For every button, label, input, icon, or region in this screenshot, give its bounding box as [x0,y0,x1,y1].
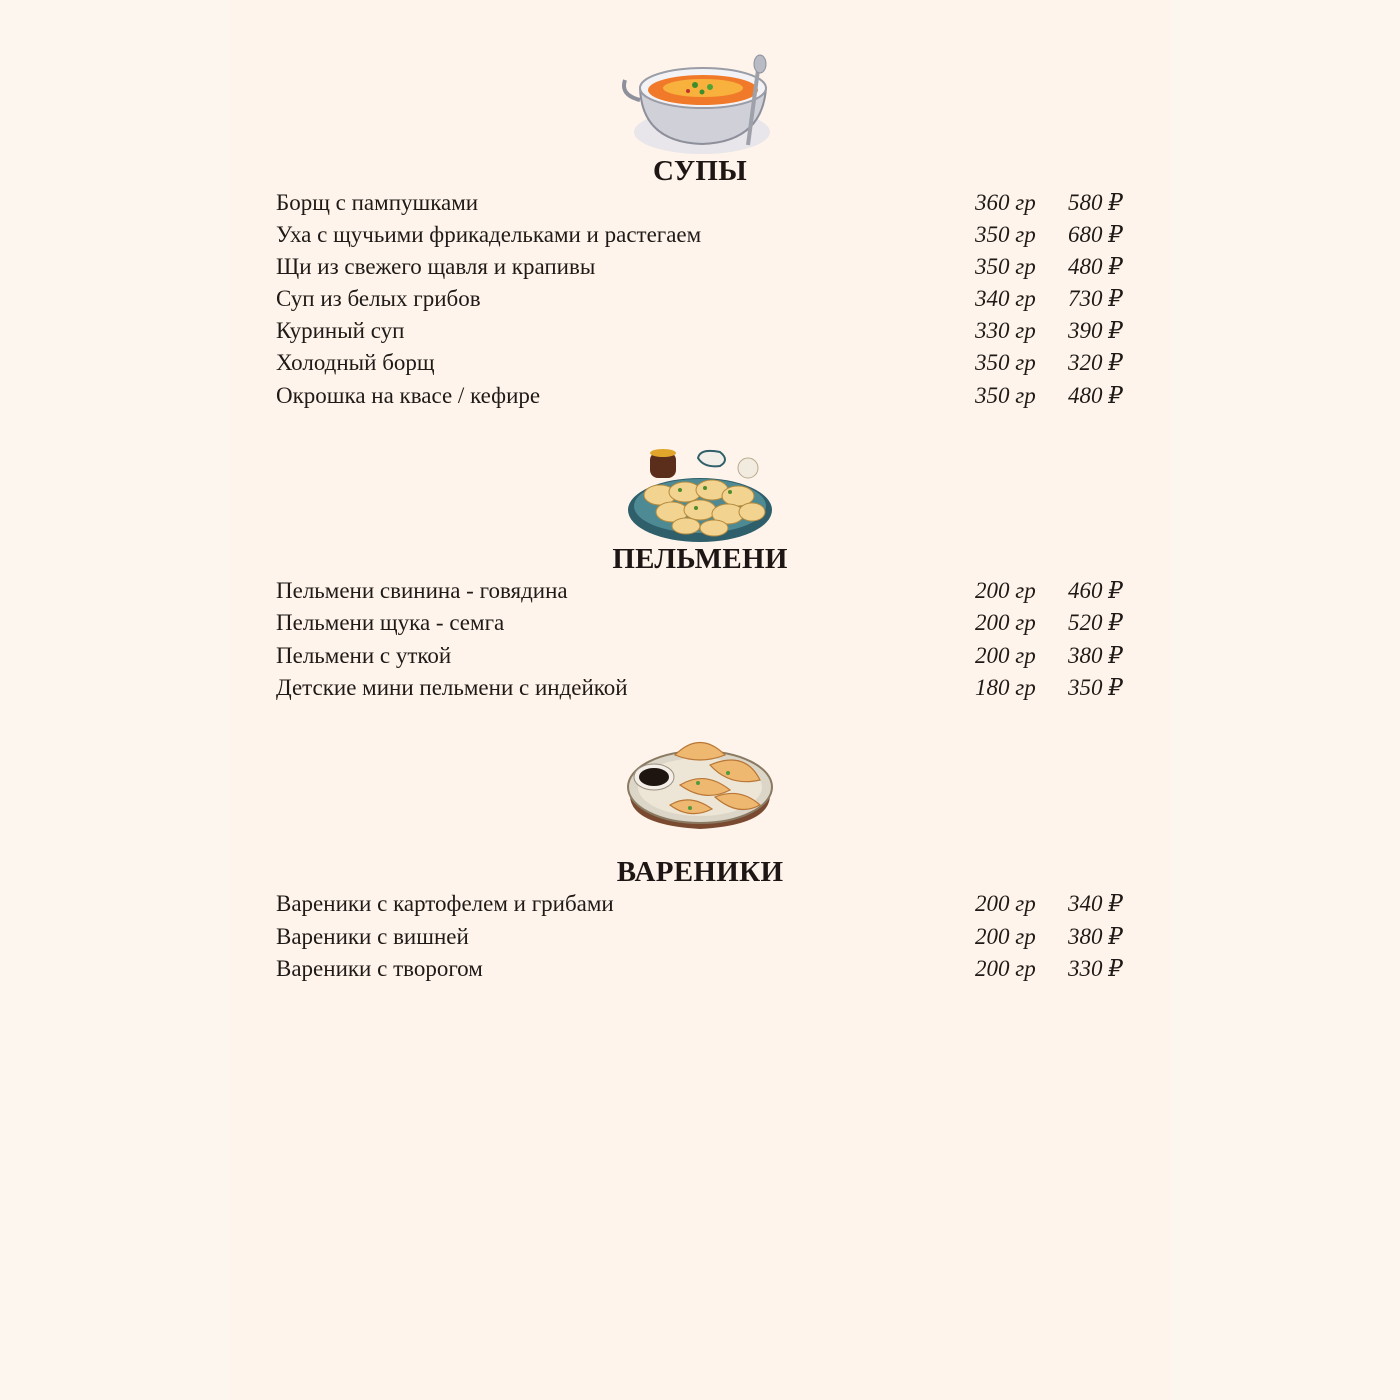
item-name: Куриный суп [276,318,405,343]
item-price: 390 ₽ [1068,318,1123,343]
item-price: 350 ₽ [1068,675,1123,700]
menu-item [230,187,1170,219]
soup-bowl-icon [620,50,790,160]
item-price: 330 ₽ [1068,956,1123,981]
menu-item [230,607,1170,639]
item-weight: 200 гр [975,956,1036,981]
item-name: Вареники с картофелем и грибами [276,891,614,916]
item-weight: 350 гр [975,383,1036,408]
item-name: Пельмени щука - семга [276,610,505,635]
item-weight: 180 гр [975,675,1036,700]
item-price: 580 ₽ [1068,190,1123,215]
item-name: Вареники с творогом [276,956,483,981]
item-weight: 350 гр [975,254,1036,279]
section-title-pelmeni: ПЕЛЬМЕНИ [612,543,788,575]
item-weight: 200 гр [975,610,1036,635]
item-name: Холодный борщ [276,350,435,375]
menu-item [230,251,1170,283]
item-weight: 360 гр [975,190,1036,215]
menu-item [230,672,1170,704]
item-name: Вареники с вишней [276,924,469,949]
item-name: Окрошка на квасе / кефире [276,383,541,408]
item-price: 680 ₽ [1068,222,1123,247]
item-weight: 200 гр [975,643,1036,668]
menu-page [230,0,1170,1400]
item-weight: 350 гр [975,222,1036,247]
menu-item [230,347,1170,379]
item-price: 380 ₽ [1068,643,1123,668]
menu-item [230,219,1170,251]
item-weight: 200 гр [975,578,1036,603]
section-title-vareniki: ВАРЕНИКИ [616,856,784,888]
item-price: 480 ₽ [1068,383,1123,408]
menu-item [230,575,1170,607]
item-name: Щи из свежего щавля и крапивы [276,254,596,279]
item-price: 340 ₽ [1068,891,1123,916]
menu-item [230,380,1170,412]
section-title-soups: СУПЫ [652,155,748,187]
item-weight: 330 гр [975,318,1036,343]
menu-item [230,953,1170,985]
item-name: Пельмени с уткой [276,643,452,668]
menu-item [230,315,1170,347]
menu-item [230,888,1170,920]
item-name: Уха с щучьими фрикадельками и растегаем [276,222,702,247]
item-price: 380 ₽ [1068,924,1123,949]
item-price: 320 ₽ [1068,350,1123,375]
item-weight: 340 гр [975,286,1036,311]
menu-item [230,921,1170,953]
item-price: 480 ₽ [1068,254,1123,279]
menu-item [230,640,1170,672]
item-weight: 350 гр [975,350,1036,375]
item-weight: 200 гр [975,891,1036,916]
item-name: Детские мини пельмени с индейкой [276,675,628,700]
item-name: Суп из белых грибов [276,286,481,311]
item-price: 520 ₽ [1068,610,1123,635]
item-price: 460 ₽ [1068,578,1123,603]
pelmeni-plate-icon [620,440,790,550]
menu-item [230,283,1170,315]
item-weight: 200 гр [975,924,1036,949]
vareniki-plate-icon [620,725,790,835]
item-price: 730 ₽ [1068,286,1123,311]
item-name: Пельмени свинина - говядина [276,578,568,603]
item-name: Борщ с пампушками [276,190,479,215]
